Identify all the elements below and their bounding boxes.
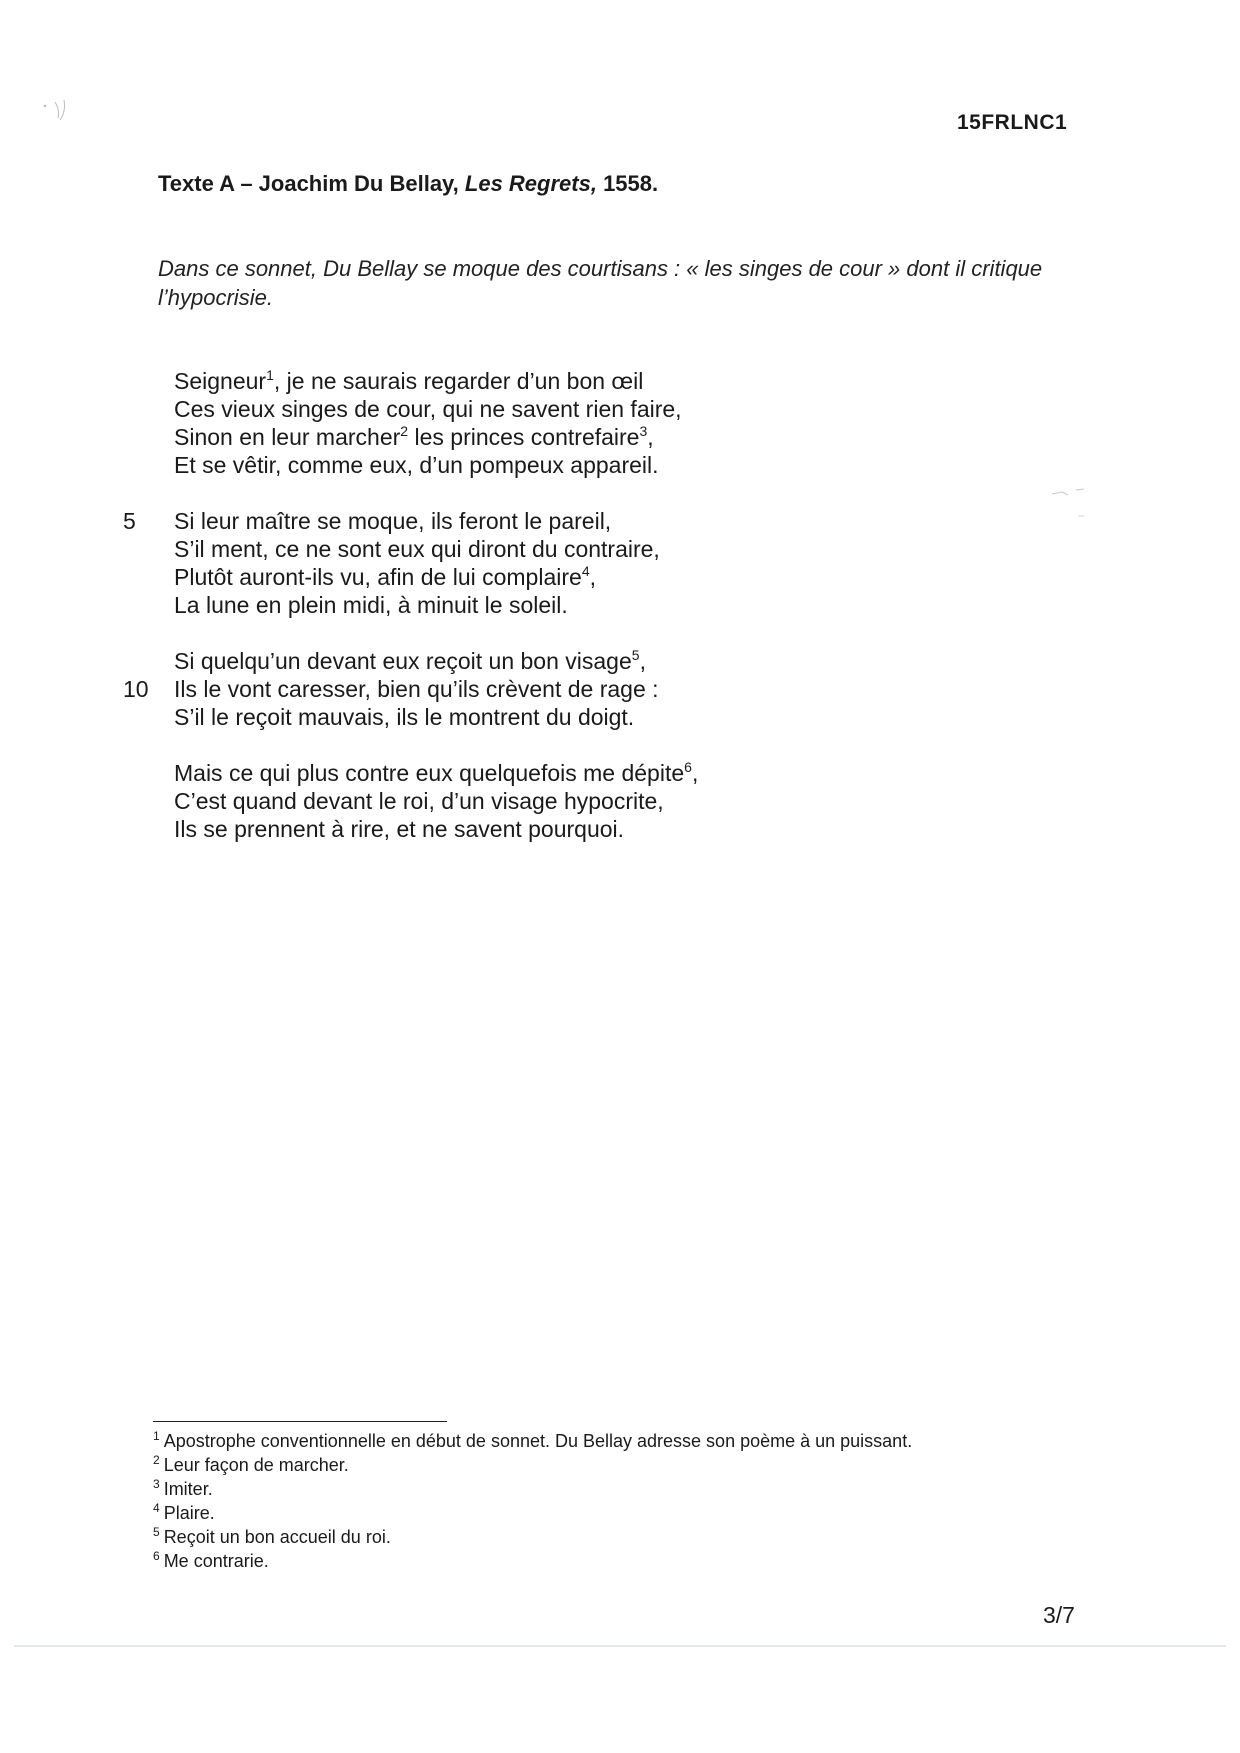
footnote-number: 4 bbox=[153, 1501, 160, 1515]
poem-line bbox=[174, 647, 698, 675]
footnote-number: 2 bbox=[153, 1453, 160, 1467]
poem-line bbox=[174, 591, 698, 619]
verse-text: Si quelqu’un devant eux reçoit un bon visage bbox=[174, 648, 632, 674]
footnote-ref: 2 bbox=[400, 423, 409, 439]
verse-text: Plutôt auront-ils vu, afin de lui complaire bbox=[174, 564, 582, 590]
poem-line bbox=[174, 563, 698, 591]
stanza bbox=[174, 367, 698, 479]
footnote-text: Imiter. bbox=[163, 1479, 213, 1499]
footnote-text: Me contrarie. bbox=[163, 1551, 269, 1571]
stanza bbox=[123, 647, 698, 731]
footnotes bbox=[153, 1429, 912, 1573]
poem-line bbox=[174, 367, 698, 395]
poem-line bbox=[174, 787, 698, 815]
stanza bbox=[123, 507, 698, 619]
verse-text: Ils le vont caresser, bien qu’ils crèvent de rage : bbox=[174, 676, 659, 702]
footnote bbox=[153, 1501, 912, 1525]
footnote bbox=[153, 1525, 912, 1549]
footnote-text: Apostrophe conventionnelle en début de sonnet. Du Bellay adresse son poème à un puissant. bbox=[163, 1431, 913, 1451]
poem-line bbox=[174, 395, 698, 423]
footnote bbox=[153, 1477, 912, 1501]
footnote-ref: 5 bbox=[631, 647, 640, 663]
poem-line bbox=[123, 675, 698, 703]
poem-line bbox=[174, 451, 698, 479]
footnote bbox=[153, 1549, 912, 1573]
footnote-ref: 3 bbox=[639, 423, 648, 439]
footnote-text: Leur façon de marcher. bbox=[163, 1455, 349, 1475]
sonnet bbox=[123, 367, 699, 871]
poem-line bbox=[174, 703, 698, 731]
verse-text: Si leur maître se moque, ils feront le pareil, bbox=[174, 508, 612, 534]
footnote bbox=[153, 1453, 912, 1477]
footnote-ref: 6 bbox=[684, 759, 692, 775]
verse-text: les princes contrefaire bbox=[408, 424, 640, 450]
footnote-ref: 1 bbox=[266, 367, 274, 383]
footnote-number: 3 bbox=[153, 1477, 160, 1491]
verse-text: La lune en plein midi, à minuit le soleil. bbox=[174, 592, 568, 618]
verse-text: Sinon en leur marcher bbox=[174, 424, 401, 450]
verse-text: S’il le reçoit mauvais, ils le montrent du doigt. bbox=[174, 704, 635, 730]
page-edge bbox=[14, 1645, 1226, 1647]
poem-line bbox=[174, 535, 698, 563]
footnote-ref: 4 bbox=[581, 563, 590, 579]
page-number: 3/7 bbox=[1043, 1602, 1075, 1628]
verse-text: Ils se prennent à rire, et ne savent pourquoi. bbox=[174, 816, 625, 842]
verse-text: Seigneur bbox=[174, 368, 267, 394]
footnote-text: Plaire. bbox=[163, 1503, 215, 1523]
footnote-number: 1 bbox=[153, 1429, 160, 1443]
stanza bbox=[174, 759, 698, 843]
verse-text: Mais ce qui plus contre eux quelquefois me dépite bbox=[174, 760, 685, 786]
verse-text: , bbox=[691, 760, 699, 786]
title-year: 1558. bbox=[596, 171, 659, 196]
exam-code: 15FRLNC1 bbox=[957, 111, 1068, 134]
verse-text: , bbox=[589, 564, 596, 590]
scan-marks bbox=[20, 20, 80, 120]
verse-text: , bbox=[647, 424, 654, 450]
poem-line bbox=[174, 759, 698, 787]
verse-text: , je ne saurais regarder d’un bon œil bbox=[273, 368, 644, 394]
footnote-separator bbox=[153, 1421, 447, 1422]
footnote-text: Reçoit un bon accueil du roi. bbox=[163, 1527, 391, 1547]
title-prefix: Texte A – Joachim Du Bellay, bbox=[158, 171, 465, 196]
intro-paragraph: Dans ce sonnet, Du Bellay se moque des courtisans : « les singes de cour » dont il critique l’hypocrisie. bbox=[158, 256, 1043, 310]
text-title bbox=[158, 171, 658, 197]
footnote-number: 5 bbox=[153, 1525, 160, 1539]
work-title: Les Regrets, bbox=[464, 171, 597, 196]
poem-line bbox=[174, 815, 698, 843]
verse-text: Et se vêtir, comme eux, d’un pompeux appareil. bbox=[174, 452, 659, 478]
footnote bbox=[153, 1429, 912, 1453]
poem-line bbox=[123, 507, 698, 535]
footnote-number: 6 bbox=[153, 1549, 160, 1563]
verse-text: C’est quand devant le roi, d’un visage hypocrite, bbox=[174, 788, 664, 814]
line-number: 5 bbox=[123, 508, 136, 534]
poem-line bbox=[174, 423, 698, 451]
line-number: 10 bbox=[123, 676, 149, 702]
verse-text: S’il ment, ce ne sont eux qui diront du contraire, bbox=[174, 536, 660, 562]
verse-text: , bbox=[639, 648, 646, 674]
verse-text: Ces vieux singes de cour, qui ne savent rien faire, bbox=[174, 396, 682, 422]
scan-marks bbox=[1048, 486, 1098, 526]
